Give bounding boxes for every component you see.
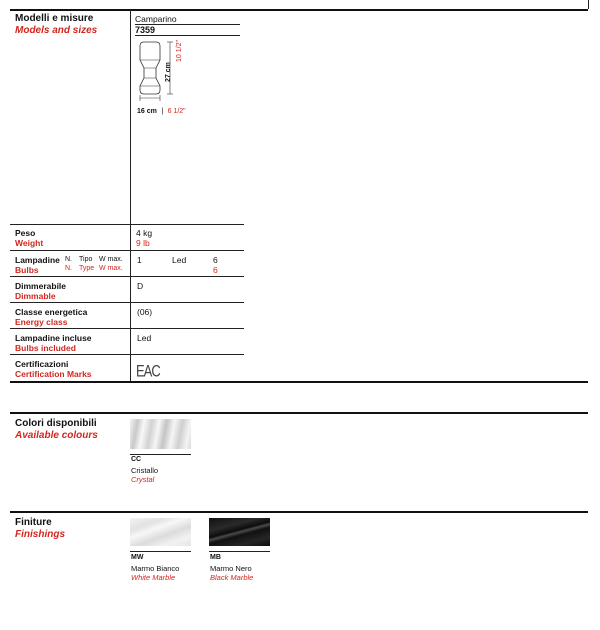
colours-subtitle: Available colours	[15, 430, 98, 441]
row-rule-weight	[10, 224, 244, 225]
models-title: Modelli e misure	[15, 13, 94, 24]
height-cm: 27 cm	[165, 62, 172, 82]
bulbs-n: 1	[137, 255, 142, 265]
width-in: 6 1/2"	[167, 108, 186, 115]
row-rule-bulbs-included	[10, 328, 244, 329]
bulbs-col-tipo: Tipo	[79, 256, 93, 263]
weight-label-en: Weight	[15, 238, 44, 248]
height-in: 10 1/2"	[176, 40, 183, 62]
weight-value: 4 kg	[136, 228, 153, 238]
dimmable-value: D	[137, 281, 144, 291]
bulbs-type: Led	[172, 255, 187, 265]
energy-label-en: Energy class	[15, 317, 68, 327]
finishings-top-rule	[10, 511, 588, 513]
row-rule-dimmable	[10, 276, 244, 277]
bulbs-included-label: Lampadine incluse	[15, 333, 92, 343]
finish-swatch-mb	[209, 518, 270, 546]
colours-top-rule	[10, 412, 588, 414]
finish-swatch-mb-rule	[209, 551, 270, 552]
finish-name-mb-en: Black Marble	[210, 573, 254, 582]
finishings-subtitle: Finishings	[15, 529, 65, 540]
width-separator: |	[161, 108, 164, 115]
energy-label: Classe energetica	[15, 307, 88, 317]
bulbs-label-en: Bulbs	[15, 265, 39, 275]
finishings-title: Finiture	[15, 517, 52, 528]
row-rule-bulbs	[10, 250, 244, 251]
colour-swatch-cc-rule	[130, 454, 191, 455]
colour-name-cc-en: Crystal	[131, 475, 155, 484]
models-subtitle: Models and sizes	[15, 25, 98, 36]
weight-value-en: 9 lb	[136, 238, 150, 248]
bulbs-included-value: Led	[137, 333, 152, 343]
dimmable-label: Dimmerabile	[15, 281, 67, 291]
bulbs-col-n: N.	[65, 256, 72, 263]
weight-label: Peso	[15, 228, 36, 238]
bulbs-wmax: 6	[213, 255, 218, 265]
top-rule	[10, 9, 588, 11]
bulbs-label: Lampadine	[15, 255, 60, 265]
bulbs-col-w: W max.	[99, 256, 123, 263]
bulbs-col-w-en: W max.	[99, 265, 123, 272]
row-rule-certifications	[10, 354, 244, 355]
model-name: Camparino	[135, 14, 177, 24]
finish-swatch-mw-rule	[130, 551, 191, 552]
bulbs-col-type-en: Type	[79, 265, 95, 272]
finish-code-mw: MW	[131, 554, 144, 561]
finish-name-mw: Marmo Bianco	[131, 564, 180, 573]
dimmable-label-en: Dimmable	[15, 291, 56, 301]
certifications-label-en: Certification Marks	[15, 369, 92, 379]
bulbs-col-n-en: N.	[65, 265, 72, 272]
bulbs-included-label-en: Bulbs included	[15, 343, 76, 353]
colour-code-cc: CC	[131, 456, 142, 463]
finish-name-mb: Marmo Nero	[210, 564, 252, 573]
specs-bottom-rule	[10, 381, 588, 383]
width-cm: 16 cm	[137, 108, 157, 115]
colours-title: Colori disponibili	[15, 418, 97, 429]
row-rule-energy	[10, 302, 244, 303]
certifications-label: Certificazioni	[15, 359, 69, 369]
model-code: 7359	[135, 25, 156, 35]
width-label	[137, 100, 186, 118]
colour-name-cc: Cristallo	[131, 466, 159, 475]
eac-mark-icon: EAC	[136, 361, 160, 381]
finish-name-mw-en: White Marble	[131, 573, 176, 582]
model-code-rule	[135, 35, 240, 36]
finish-swatch-mw	[130, 518, 191, 546]
bulbs-wmax-en: 6	[213, 265, 218, 275]
energy-value: (06)	[137, 307, 153, 317]
corner-mark	[582, 0, 589, 9]
finish-code-mb: MB	[210, 554, 221, 561]
colour-swatch-cc	[130, 419, 191, 449]
